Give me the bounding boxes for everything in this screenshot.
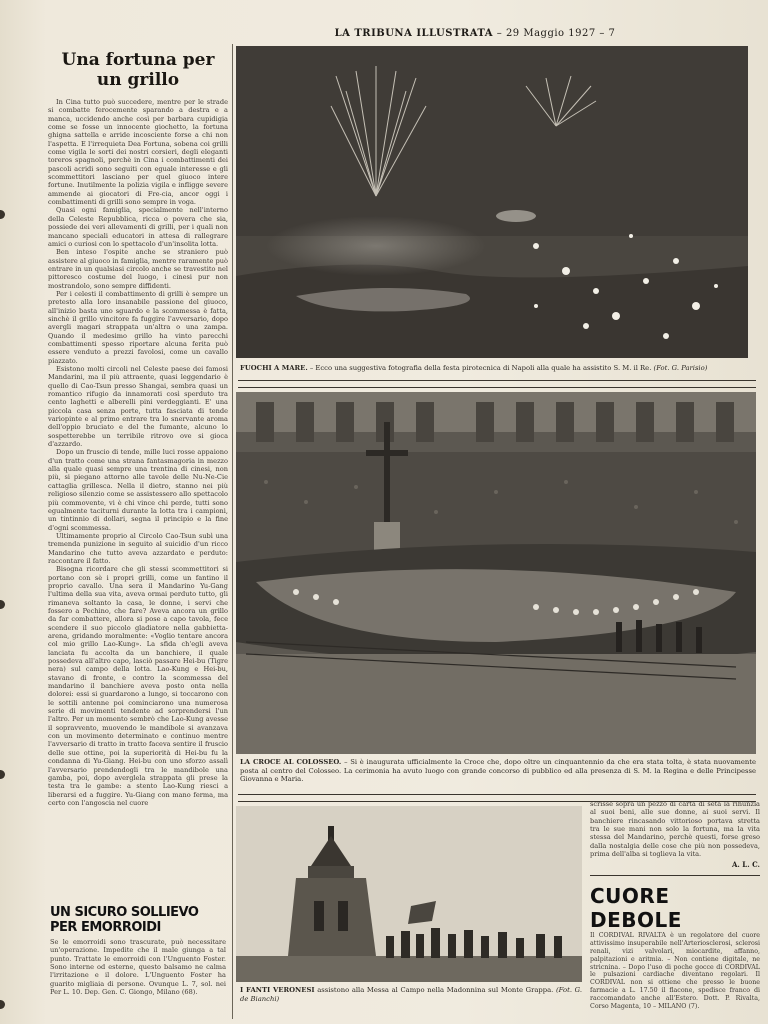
photo-credit: (Fot. G. de Bianchi) bbox=[240, 986, 582, 1003]
caption-text: – Ecco una suggestiva fotografia della festa pirotecnica di Napoli alla quale ha assistito S. M. il Re. bbox=[309, 364, 652, 372]
article-paragraph: Ultimamente proprio al Circolo Cao-Tsun subì una tremenda punizione in seguito al suicidio d'un ricco Mandarino che tutto aveva azzardato e perduto: raccontare il fatto. bbox=[48, 531, 228, 565]
article-continuation: scrisse sopra un pezzo di carta di seta la rinunzia al suoi beni, alle sue donne, ai suoi servi. Il banchiere rincasando vittorioso portava stretta tra le sue mani non solo la fortuna, ma la vita stessa del Mandarino, perchè questi, forse greso dalla nostalgia delle cose che più non possedeva, prima dell'alba si toglieva la vita. bbox=[590, 800, 760, 859]
caption-label: LA CROCE AL COLOSSEO. bbox=[240, 758, 342, 766]
article-paragraph: Quasi ogni famiglia, specialmente nell'interno della Celeste Repubblica, ricca o povera che sia, possiede dei veri allevamenti di grilli, per i quali non mancano speciali educatori in attesa di rallegrare amici o curiosi con lo spettacolo d'un'insolita lotta. bbox=[48, 206, 228, 248]
binding-hole bbox=[0, 210, 5, 219]
author-signature: A. L. C. bbox=[732, 860, 760, 870]
photo-credit: (Fot. G. Parisio) bbox=[653, 364, 708, 372]
article-body bbox=[48, 98, 228, 807]
caption-label: FUOCHI A MARE. bbox=[240, 364, 308, 372]
colosseum-photo bbox=[236, 392, 756, 754]
article-paragraph: Esistono molti circoli nel Celeste paese dei famosi Mandarini, ma il più attraente, quasi leggendario è quello di Cao-Tsun presso Shangai, sembra quasi un romantico rifugio da innamorati così sperduto tra cento laghetti e alberelli pini verdeggianti. E' una piccola casa senza porte, tutta fasciata di tende variopinte e al primo entrare tra lo snervante aroma dell'oppio bruciato e del the fumante, alcuno lo sospetterebbe un terribile ritrovo ove si gioca d'azzardo. bbox=[48, 365, 228, 449]
ornamental-rule bbox=[238, 380, 756, 388]
publication-name: LA TRIBUNA ILLUSTRATA bbox=[334, 28, 494, 39]
cordival-ad-text: Il CORDIVAL RIVALTA è un regolatore del cuore attivissimo insuperabile nell'Arteriosclerosi, sclerosi renali, vizi valvolari, miocardite, affanno, palpitazioni e aritmia. – Non contiene digitale, ne stricnina. – Dopo l'uso di poche gocce di CORDIVAL le pulsazioni cardiache diventano regolari. Il CORDIVAL non si ottiene che presso le buone farmacie a L. 17.50 il flacone, spedisce franco di raccomandato anche all'Estero. Dott. P. Rivalta, Corso Magenta, 10 – MILANO (7). bbox=[590, 932, 760, 1010]
article-title: Una fortuna per un grillo bbox=[61, 50, 215, 90]
column-rule bbox=[232, 44, 233, 1019]
ad-divider bbox=[590, 875, 760, 876]
binding-hole bbox=[0, 770, 5, 779]
ad-title: UN SICURO SOLLIEVO PER EMORROIDI bbox=[50, 905, 199, 935]
caption-text: – Si è inaugurata ufficialmente la Croce che, dopo oltre un cinquantennio da che era stata tolta, è stata nuovamente posta al centro del Colosseo. La cerimonia ha avuto luogo con grande concorso di pubblico ed alla presenza di S. M. la Regina e delle Principesse Giovanna e Maria. bbox=[240, 758, 756, 784]
article-paragraph: Bisogna ricordare che gli stessi scommettitori si portano con sè i propri grilli, come un fantino il proprio cavallo. Una sera il Mandarino Yu-Gang l'ultima della sua vita, aveva ormai perduto tutto, gli rimaneva soltanto la casa, le donne, i servi che fossero a Pechino, che fare? Aveva ancora un grillo da far combattere, allora si pose a capo tavola, fece scendere il suo piccolo gladiatore nella gabbietta-arena, gridando moralmente: «Voglio tentare ancora col mio grillo Lao-Kung». La sfida ch'egli aveva lanciata fu accolta da un banchiere, il quale possedeva all'altro capo, lasciò passare Hei-bu (Tigre nera) sul campo della lotta. Lao-Kung e Hei-bu, stavano di fronte, e contro la scommessa del mandarino il banchiere aveva posto onta nella dolorei: essi si guardarono a lungo, si toccarono con le sottili antenne poi cominciarono una numerosa serie di movimenti tendente ad sorprendersi l'un l'altro. Per un momento sembrò che Lao-Kung avesse il sopravvento, muovendo le mandibole si avanzava con un movimento determinato e continuo mentre l'avversario di tratto in tratto faceva sentire il fruscio delle sue ottine, poi la superiorità di Hei-bu fu la condanna di Yu-Giang. Hei-bu con uno sforzo assalì l'avversario prendendogli tra le mandibole una gamba, poi, dopo averglela strappata gli prese la testa tra le gambe: a stento Lao-Kung riesci a liberarsi ed a fuggire. Yu-Giang con mano ferma, ma certo con l'angoscia nel cuore bbox=[48, 565, 228, 807]
article-paragraph: Per i celesti il combattimento di grilli è sempre un pretesto alla loro insanabile passione del giuoco, all'inizio basta uno sguardo e la scommessa è fatta, sinchè il grillo vincitore fa fuggire l'avversario, dopo avergli magari strappata un'altra o una zampa. Quando il medesimo grillo ha vinto parecchi combattimenti spesso riportare alcuna ferita può essere venduto a prezzi favolosi, come un cavallo piazzato. bbox=[48, 289, 228, 365]
article-paragraph: In Cina tutto può succedere, mentre per le strade si combatte ferocemente sparando a destra e a manca, uccidendo anche così per barbara cupidigia come se fosse un innocente giochetto, la fortuna ghigna sattella e arride incosciente forse a chi non l'aspetta. E l'irrequieta Dea Fortuna, sobena coi grilli come vigila le sorti dei nostri corsieri, degli eleganti toreros spagnoli, perchè in Cina i combattimenti dei pascoli acridi sono seguiti con eguale interesse e gli scommettitori lasciano per quel giuoco intere fortune. Inutilmente la polizia vigila e infligge severe ammende ai giocatori di Fre-cia, ancor oggi i combattimenti di grilli sono sempre in voga. bbox=[48, 98, 228, 207]
article-paragraph: Ben inteso l'ospite anche se straniero può assistere al giuoco in famiglia, mentre raramente può entrare in un qualsiasi circolo anche se travestito nel pittoresco costume del luogo, i cinesi pur non mostrandolo, sono sempre diffidenti. bbox=[48, 248, 228, 290]
ad-text: Se le emorroidi sono trascurate, può necessitare un'operazione. Impedite che il male giunga a tal punto. Trattate le emorroidi con l'Unguento Foster. Sono interne od esterne, questo balsamo ne calma l'irritazione e il dolore. L'Unguento Foster ha guarito migliaia di persone. Ovunque L. 7, sol. nei Per L. 10. Dep. Gen. C. Giongo, Milano (68). bbox=[50, 938, 226, 997]
binding-hole bbox=[0, 1000, 5, 1009]
fireworks-illustration bbox=[236, 46, 748, 358]
right-column bbox=[590, 800, 760, 1010]
cordival-ad-title: CUORE DEBOLE bbox=[590, 884, 682, 933]
colosseum-caption bbox=[240, 758, 756, 784]
fireworks-caption bbox=[240, 364, 748, 373]
caption-label: I FANTI VERONESI bbox=[240, 986, 315, 994]
issue-date: – 29 Maggio 1927 – 7 bbox=[496, 28, 616, 39]
fireworks-photo bbox=[236, 46, 748, 358]
monte-grappa-photo bbox=[236, 806, 582, 982]
page-header bbox=[240, 28, 710, 39]
left-column bbox=[48, 44, 228, 1024]
colosseum-illustration bbox=[236, 392, 756, 754]
article-paragraph: Dopo un fruscio di tende, mille luci rosse appaiono d'un tratto come una strana fantasmagoria in mezzo alla quale quasi sempre una trentina di cinesi, non più, si piegano attorno alle tavole delle Nu-Ne-Cie cattaglia grillesca. Nella il dietro, stanno nei più religioso silenzio come se assistessero allo spettacolo più commovente, vi è chi vince chi perde, tutti sono egualmente taciturni durante la lotta tra i campioni, un tintinnio di dollari, segna il principio e la fine d'ogni scommessa. bbox=[48, 448, 228, 532]
binding-hole bbox=[0, 600, 5, 609]
chapel-illustration bbox=[236, 806, 582, 982]
monte-grappa-caption bbox=[240, 986, 582, 1003]
hemorrhoid-ad bbox=[50, 905, 226, 996]
caption-text: assistono alla Messa al Campo nella Madonnina sul Monte Grappa. bbox=[317, 986, 554, 994]
